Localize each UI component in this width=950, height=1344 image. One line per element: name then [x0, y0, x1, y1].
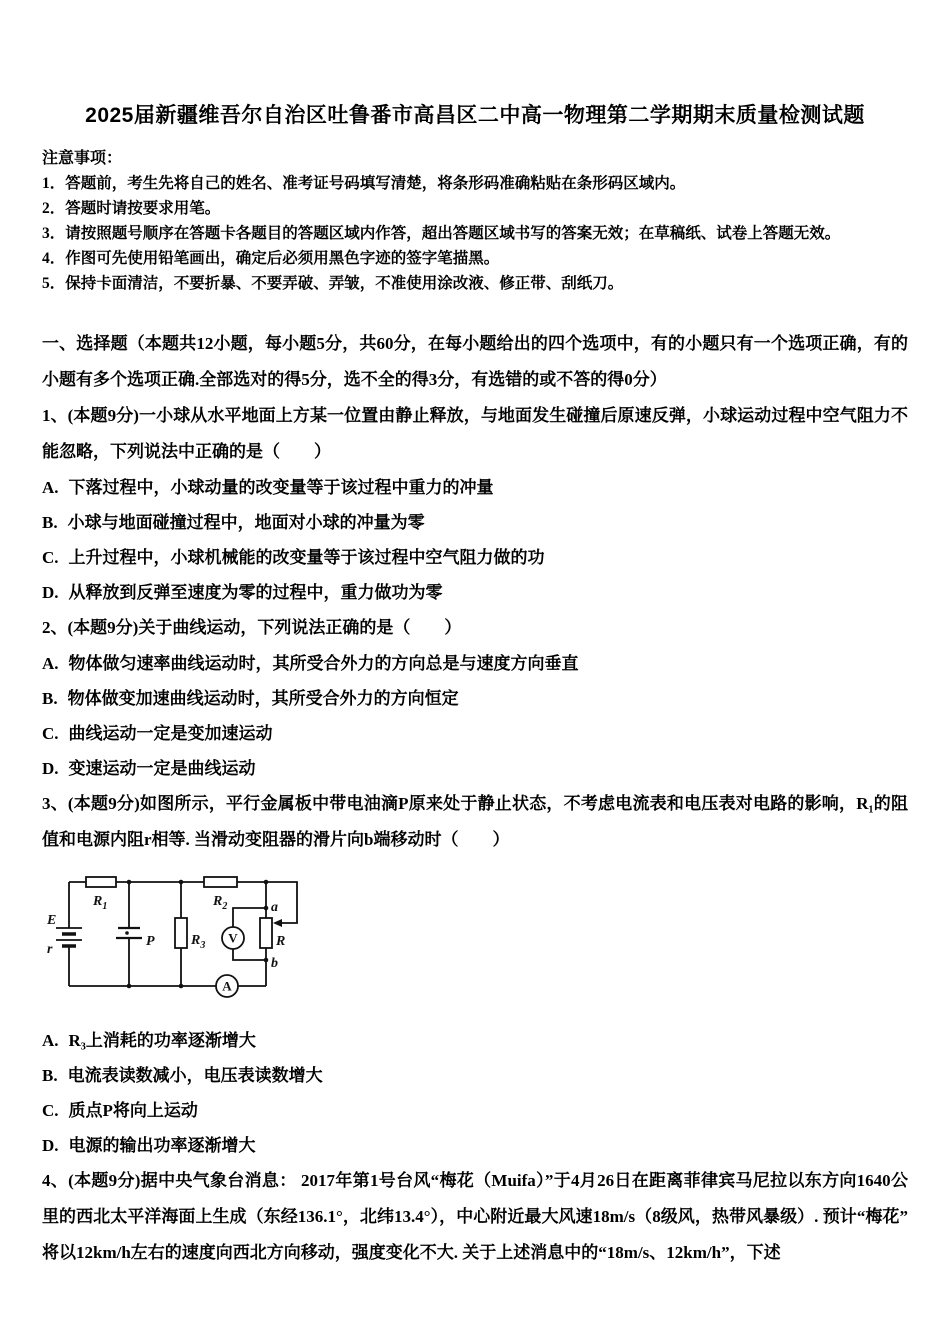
notice-item-4: 4．作图可先使用铅笔画出，确定后必须用黑色字迹的签字笔描黑。 [42, 250, 500, 267]
option-label: C. [42, 1101, 59, 1120]
label-oil-drop: P [146, 934, 155, 949]
option-label: D. [42, 583, 59, 602]
question-2-option-a [42, 646, 908, 681]
resistor-r1-icon [86, 877, 116, 887]
question-1-option-d [42, 575, 908, 610]
label-internal-resistance: r [47, 942, 53, 957]
resistor-r3-icon [175, 918, 187, 948]
question-2 [42, 610, 908, 786]
question-3-option-b [42, 1058, 908, 1093]
option-label: B. [42, 513, 58, 532]
question-4 [42, 1163, 908, 1271]
label-r2 [212, 894, 227, 912]
option-label: C. [42, 724, 59, 743]
option-text: 小球与地面碰撞过程中，地面对小球的冲量为零 [67, 513, 425, 532]
option-text: R₃上消耗的功率逐渐增大 [68, 1031, 256, 1050]
question-1-option-a [42, 470, 908, 505]
question-1 [42, 398, 908, 610]
notice-item-5: 5．保持卡面清洁，不要折暴、不要弄破、弄皱，不准使用涂改液、修正带、刮纸刀。 [42, 275, 624, 292]
notice-heading: 注意事项： [42, 150, 123, 167]
label-r1-sub: 1 [102, 901, 108, 912]
label-r1 [92, 894, 107, 912]
option-text: 变速运动一定是曲线运动 [68, 759, 256, 778]
label-terminal-a: a [271, 900, 278, 915]
voltmeter-letter: V [228, 930, 238, 946]
option-label: A. [42, 478, 59, 497]
ammeter-letter: A [222, 978, 232, 994]
option-label: D. [42, 1136, 59, 1155]
option-text: 从释放到反弹至速度为零的过程中，重力做功为零 [68, 583, 443, 602]
question-3-option-d [42, 1128, 908, 1163]
circuit-figure [44, 872, 908, 1007]
label-rheostat: R [276, 934, 286, 949]
question-3-option-a [42, 1023, 908, 1058]
notice-item-3: 3．请按照题号顺序在答题卡各题目的答题区域内作答，超出答题区域书写的答案无效；在草稿纸、试卷上答题无效。 [42, 225, 841, 242]
question-3-option-c [42, 1093, 908, 1128]
option-label: A. [42, 1031, 59, 1050]
question-1-option-c [42, 540, 908, 575]
option-text: 曲线运动一定是变加速运动 [68, 724, 273, 743]
option-text: 上升过程中，小球机械能的改变量等于该过程中空气阻力做的功 [68, 548, 545, 567]
section-title: 一、选择题（本题共12小题，每小题5分，共60分，在每小题给出的四个选项中，有的小题只有一个选项正确，有的小题有多个选项正确.全部选对的得5分，选不全的得3分，有选错的或不答的得0分） [42, 334, 908, 389]
option-label: A. [42, 654, 59, 673]
option-label: B. [42, 689, 58, 708]
question-2-option-d [42, 751, 908, 786]
label-r3-sub: 3 [200, 940, 206, 951]
question-3 [42, 786, 908, 1163]
option-text: 物体做变加速曲线运动时，其所受合外力的方向恒定 [67, 689, 459, 708]
label-emf: E [47, 913, 57, 928]
question-3-stem: 3、(本题9分)如图所示，平行金属板中带电油滴P原来处于静止状态，不考虑电流表和电压表对电路的影响，R₁的阻值和电源内阻r相等. 当滑动变阻器的滑片向b端移动时（ ） [42, 794, 908, 849]
question-4-stem: 4、(本题9分)据中央气象台消息： 2017年第1号台风“梅花（Muifa）”于4月26日在距离菲律宾马尼拉以东方向1640公里的西北太平洋海面上生成（东经136.1°，北纬13.4°），中心附近最大风速18m/s（8级风，热带风暴级）. 预计“梅花”将以12km/h左右的速度向西北方向移动，强度变化不大. 关于上述消息中的“18m/s、12km/h”，下述 [42, 1171, 908, 1262]
page-title: 2025届新疆维吾尔自治区吐鲁番市高昌区二中高一物理第二学期期末质量检测试题 [85, 104, 865, 127]
notice-item-2: 2．答题时请按要求用笔。 [42, 200, 221, 217]
label-terminal-b: b [271, 956, 278, 971]
option-label: B. [42, 1066, 58, 1085]
label-r3-name: R [191, 933, 201, 948]
question-2-option-c [42, 716, 908, 751]
option-text: 电流表读数减小，电压表读数增大 [67, 1066, 323, 1085]
option-label: D. [42, 759, 59, 778]
resistor-r2-icon [204, 877, 237, 887]
option-text: 物体做匀速率曲线运动时，其所受合外力的方向总是与速度方向垂直 [68, 654, 579, 673]
option-text: 质点P将向上运动 [68, 1101, 198, 1120]
question-1-stem: 1、(本题9分)一小球从水平地面上方某一位置由静止释放，与地面发生碰撞后原速反弹，小球运动过程中空气阻力不能忽略，下列说法中正确的是（ ） [42, 406, 908, 461]
option-text: 电源的输出功率逐渐增大 [68, 1136, 256, 1155]
question-1-option-b [42, 505, 908, 540]
label-r2-name: R [213, 894, 223, 909]
capacitor-plates-icon [116, 928, 142, 938]
label-r2-sub: 2 [222, 901, 228, 912]
oil-drop-icon [125, 931, 129, 935]
question-2-option-b [42, 681, 908, 716]
label-r1-name: R [93, 894, 103, 909]
rheostat-icon [260, 918, 272, 948]
wiper-arrow-icon [273, 919, 282, 927]
notice-item-1: 1．答题前，考生先将自己的姓名、准考证号码填写清楚，将条形码准确粘贴在条形码区域内。 [42, 175, 686, 192]
option-label: C. [42, 548, 59, 567]
circuit-diagram [44, 872, 344, 1007]
option-text: 下落过程中，小球动量的改变量等于该过程中重力的冲量 [68, 478, 494, 497]
question-2-stem: 2、(本题9分)关于曲线运动，下列说法正确的是（ ） [42, 618, 462, 637]
label-r3 [190, 933, 205, 951]
